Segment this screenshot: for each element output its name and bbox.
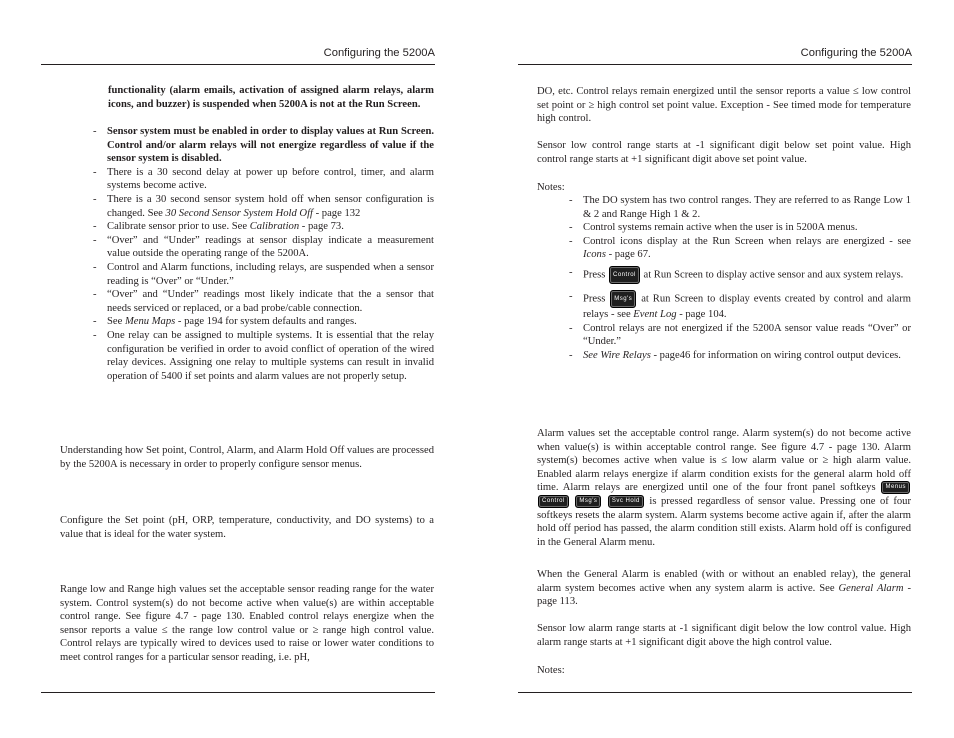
list-item: - Press Msg's at Run Screen to display events created by control and alarm relays - see Event Log - page 104. <box>569 290 911 322</box>
list-item: - Control relays are not energized if the 5200A sensor value reads “Over” or “Under.” <box>569 322 911 349</box>
control-relays-paragraph: DO, etc. Control relays remain energized until the sensor reports a value ≤ low control set point or ≥ high control set point value. Exception - See timed mode for temperature high control. <box>537 86 911 125</box>
control-softkey-icon: Control <box>538 495 569 508</box>
svc-hold-softkey-icon: Svc Hold <box>608 495 644 508</box>
setpoint-intro-paragraph: Understanding how Set point, Control, Alarm, and Alarm Hold Off values are processed by the 5200A is necessary in order to properly configure sensor menus. <box>60 445 434 470</box>
msgs-softkey-icon: Msg's <box>610 290 636 308</box>
notes-label: Notes: <box>537 665 565 676</box>
list-item: - Control and Alarm functions, including relays, are suspended when a sensor reading is “Over” or “Under.” <box>93 261 434 288</box>
list-item: - One relay can be assigned to multiple systems. It is essential that the relay configuration be verified in order to avoid conflict of operation of the wired relay devices. Assigning one relay to multiple systems can result in invalid operation of 5400 if set points and alarm values are not properly setup. <box>93 329 434 383</box>
list-item: - There is a 30 second delay at power up before control, timer, and alarm systems become active. <box>93 166 434 193</box>
list-item: - Control icons display at the Run Screen when relays are energized - see Icons - page 67. <box>569 235 911 262</box>
footer-rule <box>518 692 912 693</box>
control-notes-list <box>569 194 911 362</box>
notes-list <box>93 125 434 383</box>
page-header: Configuring the 5200A <box>323 47 435 59</box>
list-item: - Sensor system must be enabled in order to display values at Run Screen. Control and/or alarm relays will not energize regardless of value if the sensor system is disabled. <box>93 125 434 166</box>
list-item: - See Wire Relays - page46 for information on wiring control output devices. <box>569 349 911 363</box>
intro-note <box>108 84 434 111</box>
general-alarm-paragraph: When the General Alarm is enabled (with or without an enabled relay), the general alarm system becomes active when any system alarm is active. See General Alarm - page 113. <box>537 569 911 608</box>
setpoint-paragraph: Configure the Set point (pH, ORP, temperature, conductivity, and DO systems) to a value that is ideal for the water system. <box>60 515 434 540</box>
notes-label: Notes: <box>537 182 565 193</box>
control-softkey-icon: Control <box>609 266 640 284</box>
header-rule <box>41 64 435 65</box>
right-page <box>518 0 912 738</box>
list-item: - Press Control at Run Screen to display active sensor and aux system relays. <box>569 266 911 284</box>
left-page <box>41 0 435 738</box>
msgs-softkey-icon: Msg's <box>575 495 601 508</box>
alarm-range-paragraph: Sensor low alarm range starts at -1 significant digit below the low control value. High alarm range starts at +1 significant digit above the high control value. <box>537 623 911 648</box>
page-header: Configuring the 5200A <box>800 47 912 59</box>
list-item: - There is a 30 second sensor system hold off when sensor configuration is changed. See 30 Second Sensor System Hold Off - page 132 <box>93 193 434 220</box>
list-item: - The DO system has two control ranges. They are referred to as Range Low 1 & 2 and Range High 1 & 2. <box>569 194 911 221</box>
control-range-paragraph: Range low and Range high values set the acceptable sensor reading range for the water system. Control system(s) do not become active when value(s) are within acceptable control range. See figure 4.7 - page 130. Enabled control relays energize when the sensor reports a value ≤ the range low control value or ≥ range high control value. Control relays are typically wired to devices used to raise or lower water conditions to meet control ranges for a particular sensor reading, i.e. pH, <box>60 584 434 663</box>
header-rule <box>518 64 912 65</box>
list-item: - “Over” and “Under” readings most likely indicate that the a sensor that needs serviced or replaced, or a bad probe/cable connection. <box>93 288 434 315</box>
menus-softkey-icon: Menus <box>881 481 910 494</box>
intro-bold-text: functionality (alarm emails, activation of assigned alarm relays, alarm icons, and buzzer) is suspended when 5200A is not at the Run Screen. <box>108 85 434 110</box>
control-range-start-paragraph: Sensor low control range starts at -1 significant digit below set point value. High control range starts at +1 significant digit above set point value. <box>537 140 911 165</box>
list-item: - Control systems remain active when the user is in 5200A menus. <box>569 221 911 235</box>
footer-rule <box>41 692 435 693</box>
alarm-paragraph: Alarm values set the acceptable control range. Alarm system(s) do not become active when value(s) is within acceptable control range. See figure 4.7 - page 130. Alarm system(s) becomes active when value is ≤ low alarm value or ≥ high alarm value. Enabled alarm relays energize if alarm condition exists for the general alarm hold off time. Alarm relays are energized until one of the four front panel softkeys Menus Control Msg's Svc Hold is pressed regardless of sensor value. Pressing one of four softkeys resets the alarm system. Alarm systems become active again if, after the alarm hold off period has passed, the alarm condition still exists. Alarm hold off is configured in the General Alarm menu. <box>537 428 911 548</box>
list-item: - See Menu Maps - page 194 for system defaults and ranges. <box>93 315 434 329</box>
list-item: - Calibrate sensor prior to use. See Calibration - page 73. <box>93 220 434 234</box>
list-item: - “Over” and “Under” readings at sensor display indicate a measurement value outside the operating range of the 5200A. <box>93 234 434 261</box>
